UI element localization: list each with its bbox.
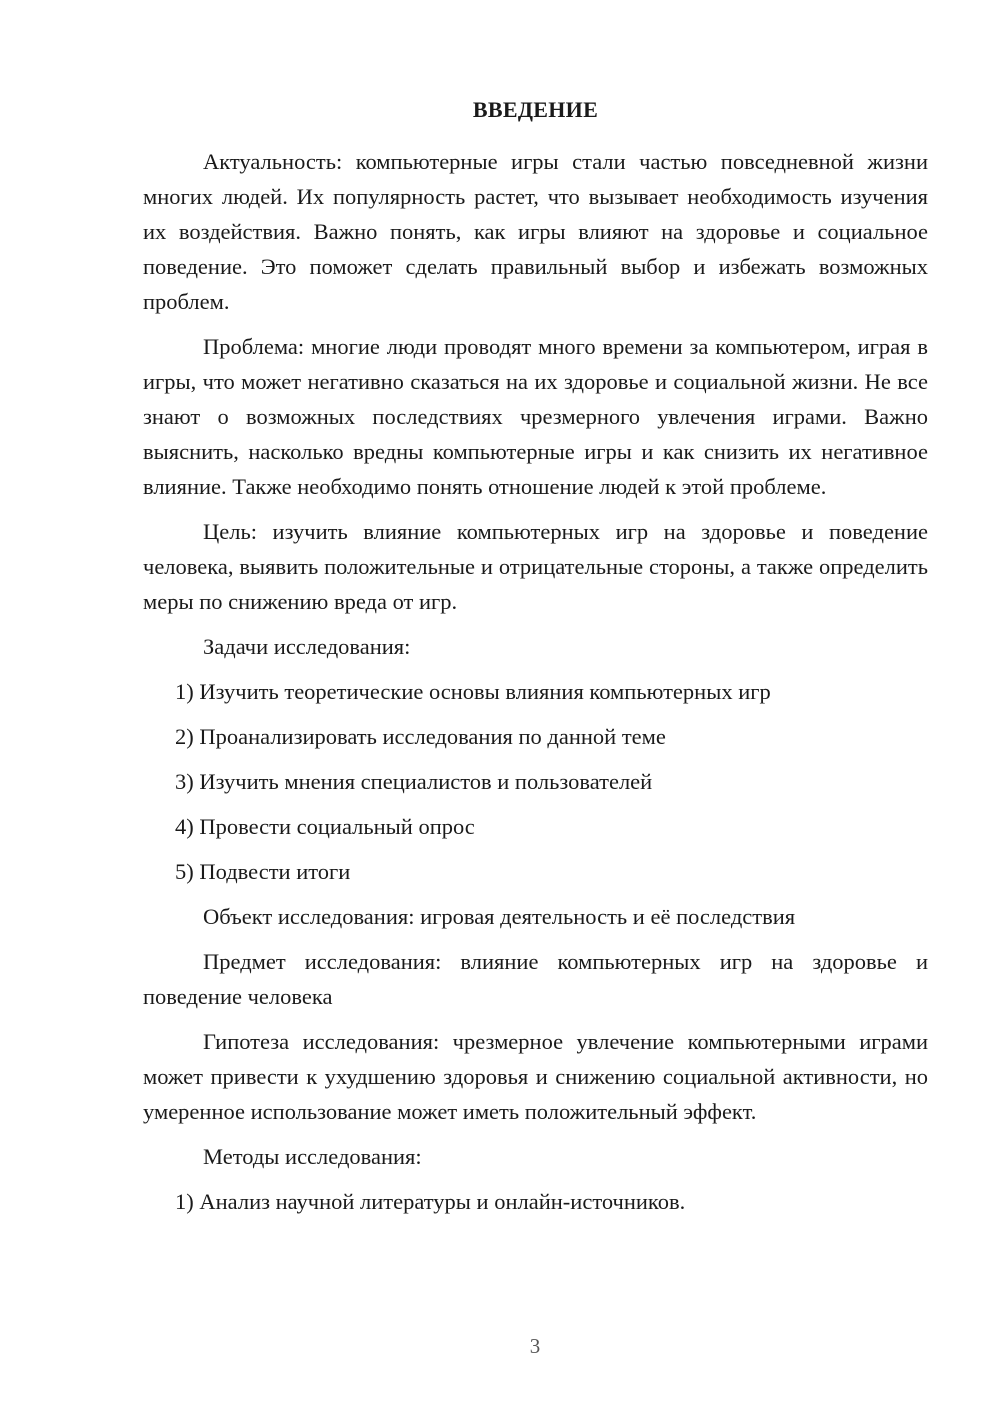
task-item-2: 2) Проанализировать исследования по данной теме [175, 724, 666, 749]
page-content [143, 94, 928, 1229]
task-item-5: 5) Подвести итоги [175, 859, 351, 884]
section-title: ВВЕДЕНИЕ [472, 97, 599, 122]
methods-label: Методы исследования: [203, 1144, 422, 1169]
tasks-label: Задачи исследования: [203, 634, 411, 659]
task-item-1: 1) Изучить теоретические основы влияния компьютерных игр [175, 679, 771, 704]
hypothesis-paragraph: Гипотеза исследования: чрезмерное увлечение компьютерными играми может привести к ухудшению здоровья и снижению социальной активности, но умеренное использование может иметь положительный эффект. [143, 1029, 928, 1124]
subject-paragraph: Предмет исследования: влияние компьютерных игр на здоровье и поведение человека [143, 949, 928, 1009]
relevance-paragraph: Актуальность: компьютерные игры стали частью повседневной жизни многих людей. Их популярность растет, что вызывает необходимость изучения их воздействия. Важно понять, как игры влияют на здоровье и социальное поведение. Это поможет сделать правильный выбор и избежать возможных проблем. [143, 149, 928, 314]
task-item-4: 4) Провести социальный опрос [175, 814, 475, 839]
method-item-1: 1) Анализ научной литературы и онлайн-источников. [175, 1189, 686, 1214]
object-paragraph: Объект исследования: игровая деятельность и её последствия [203, 904, 796, 929]
task-item-3: 3) Изучить мнения специалистов и пользователей [175, 769, 653, 794]
goal-paragraph: Цель: изучить влияние компьютерных игр на здоровье и поведение человека, выявить положительные и отрицательные стороны, а также определить меры по снижению вреда от игр. [143, 519, 928, 614]
problem-paragraph: Проблема: многие люди проводят много времени за компьютером, играя в игры, что может негативно сказаться на их здоровье и социальной жизни. Не все знают о возможных последствиях чрезмерного увлечения играми. Важно выяснить, насколько вредны компьютерные игры и как снизить их негативное влияние. Также необходимо понять отношение людей к этой проблеме. [143, 334, 928, 499]
page-number: 3 [529, 1334, 541, 1358]
